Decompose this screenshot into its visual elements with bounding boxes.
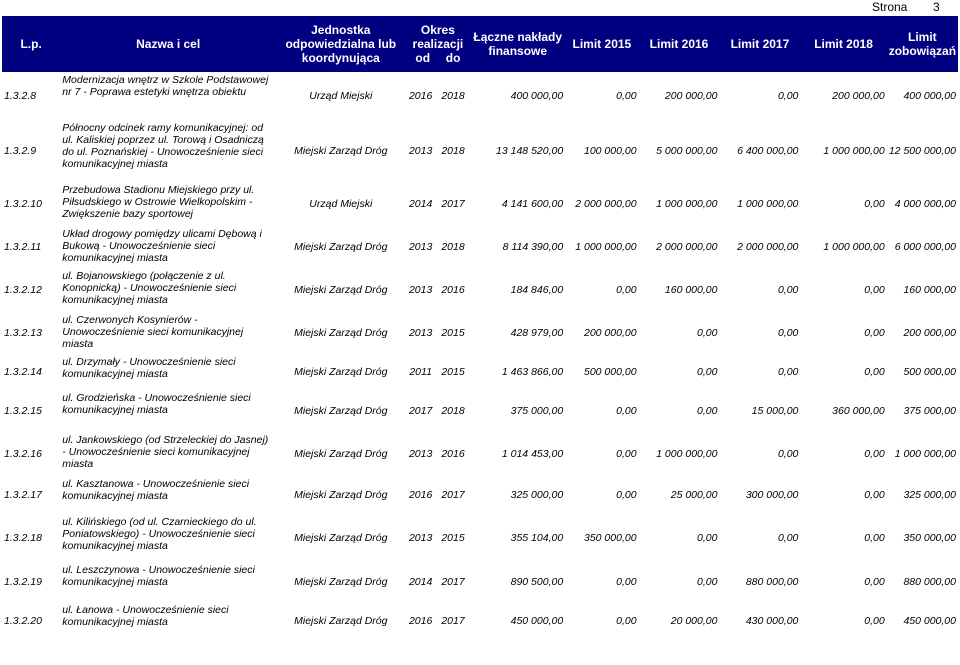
row-l2017: 0,00 [777,284,799,296]
col-unit: Jednostka odpowiedzialna lub koordynująca [276,16,405,72]
row-l2016: 1 000 000,00 [656,448,718,460]
row-from: 2014 [408,198,433,210]
row-total: 184 846,00 [510,284,564,296]
row-commit: 4 000 000,00 [894,198,956,210]
row-l2017: 0,00 [777,366,799,378]
col-period-from: od [415,51,431,65]
table-row [2,562,958,602]
row-l2018: 0,00 [864,615,885,627]
row-total: 4 141 600,00 [501,198,564,210]
row-to: 2015 [441,327,465,339]
row-l2015: 0,00 [616,284,637,296]
row-from: 2013 [408,532,433,544]
row-to: 2018 [441,241,465,253]
row-total: 1 014 453,00 [501,448,564,460]
row-from: 2016 [408,90,433,102]
row-l2017: 880 000,00 [745,576,799,588]
page-number: 3 [933,0,940,14]
investment-table [2,16,958,640]
row-name: ul. Grodzieńska - Unowocześnienie sieci komunikacyjnej miasta [62,392,251,416]
row-lp: 1.3.2.15 [4,405,42,417]
row-l2018: 0,00 [864,532,885,544]
row-l2015: 2 000 000,00 [575,198,637,210]
row-l2017: 0,00 [777,448,799,460]
page-header [0,0,960,14]
row-l2016: 25 000,00 [670,489,718,501]
row-name: ul. Łanowa - Unowocześnienie sieci komunikacyjnej miasta [62,604,229,628]
row-l2015: 100 000,00 [583,145,637,157]
row-l2017: 0,00 [777,327,799,339]
col-name: Nazwa i cel [60,16,276,72]
row-l2017: 1 000 000,00 [737,198,799,210]
row-lp: 1.3.2.8 [4,90,37,102]
row-name: Modernizacja wnętrz w Szkole Podstawowej nr 7 - Poprawa estetyki wnętrza obiektu [62,74,269,98]
row-from: 2014 [408,576,433,588]
row-from: 2013 [408,327,433,339]
row-from: 2013 [408,241,433,253]
row-total: 8 114 390,00 [502,241,564,253]
row-l2016: 0,00 [697,327,718,339]
table-row [2,602,958,640]
row-l2018: 1 000 000,00 [823,145,885,157]
row-unit: Miejski Zarząd Dróg [294,327,388,339]
row-to: 2018 [441,145,465,157]
row-l2016: 160 000,00 [664,284,718,296]
row-commit: 400 000,00 [903,90,956,102]
row-from: 2016 [408,489,433,501]
row-commit: 6 000 000,00 [894,241,956,253]
row-commit: 160 000,00 [903,284,956,296]
table-row [2,476,958,514]
row-name: Północny odcinek ramy komunikacyjnej: od ul. Kaliskiej poprzez ul. Torową i Osadniczą do ul. Poznańskiej - Unowocześnienie sieci komunikacyjnej miasta [62,122,264,170]
row-from: 2013 [408,448,433,460]
row-commit: 200 000,00 [903,327,956,339]
row-commit: 350 000,00 [903,532,956,544]
col-period [406,16,471,72]
row-lp: 1.3.2.11 [4,241,42,253]
col-l2017: Limit 2017 [719,16,800,72]
table-row [2,432,958,476]
row-unit: Miejski Zarząd Dróg [294,489,388,501]
col-commit: Limit zobowiązań [887,16,958,72]
row-unit: Urząd Miejski [309,90,373,102]
row-to: 2017 [441,615,465,627]
row-unit: Miejski Zarząd Dróg [294,366,388,378]
col-period-sub [408,51,469,65]
row-l2015: 200 000,00 [583,327,637,339]
table-row [2,312,958,354]
row-l2018: 1 000 000,00 [823,241,885,253]
row-unit: Miejski Zarząd Dróg [294,532,388,544]
row-commit: 880 000,00 [903,576,956,588]
table-row [2,514,958,562]
col-l2016: Limit 2016 [639,16,720,72]
row-from: 2013 [408,145,433,157]
col-l2015: Limit 2015 [565,16,638,72]
row-name: ul. Leszczynowa - Unowocześnienie sieci komunikacyjnej miasta [62,564,255,588]
row-l2016: 0,00 [697,532,718,544]
row-l2015: 500 000,00 [583,366,637,378]
row-from: 2016 [408,615,433,627]
row-l2018: 0,00 [864,284,885,296]
row-total: 890 500,00 [510,576,564,588]
row-commit: 325 000,00 [903,489,956,501]
row-name: Przebudowa Stadionu Miejskiego przy ul. Piłsudskiego w Ostrowie Wielkopolskim - Zwiększenie bazy sportowej [62,184,255,220]
row-l2016: 2 000 000,00 [656,241,718,253]
row-total: 450 000,00 [510,615,564,627]
row-lp: 1.3.2.12 [4,284,42,296]
table-row [2,72,958,120]
row-l2015: 0,00 [616,405,637,417]
row-l2015: 0,00 [616,489,637,501]
row-total: 428 979,00 [510,327,564,339]
row-to: 2018 [441,405,465,417]
col-l2018: Limit 2018 [800,16,886,72]
row-lp: 1.3.2.19 [4,576,42,588]
row-from: 2013 [408,284,433,296]
row-commit: 1 000 000,00 [894,448,956,460]
row-name: ul. Drzymały - Unowocześnienie sieci komunikacyjnej miasta [62,356,236,380]
row-total: 1 463 866,00 [501,366,564,378]
table-row [2,390,958,432]
row-name: ul. Jankowskiego (od Strzeleckiej do Jasnej) - Unowocześnienie sieci komunikacyjnej miasta [62,434,269,470]
row-to: 2016 [441,448,465,460]
row-total: 375 000,00 [510,405,564,417]
row-l2018: 0,00 [864,489,885,501]
col-total: Łączne nakłady finansowe [470,16,565,72]
row-l2015: 0,00 [616,90,637,102]
row-l2017: 0,00 [777,532,799,544]
row-from: 2017 [408,405,433,417]
row-l2015: 1 000 000,00 [575,241,637,253]
row-lp: 1.3.2.14 [4,366,42,378]
row-l2015: 0,00 [616,615,637,627]
row-l2016: 200 000,00 [664,90,718,102]
table-row [2,120,958,182]
row-unit: Urząd Miejski [309,198,373,210]
row-l2018: 0,00 [864,198,885,210]
row-l2016: 1 000 000,00 [656,198,718,210]
row-name: ul. Kasztanowa - Unowocześnienie sieci komunikacyjnej miasta [62,478,250,502]
row-l2016: 0,00 [697,405,718,417]
row-name: ul. Bojanowskiego (połączenie z ul. Konopnicką) - Unowocześnienie sieci komunikacyjnej miasta [62,270,237,306]
row-from: 2011 [409,366,432,378]
header-row [2,16,958,72]
row-l2017: 430 000,00 [745,615,799,627]
col-period-title: Okres realizacji [412,23,464,51]
row-l2017: 2 000 000,00 [737,241,799,253]
row-total: 13 148 520,00 [496,145,564,157]
row-unit: Miejski Zarząd Dróg [294,284,388,296]
col-lp: L.p. [2,16,60,72]
col-period-to: do [445,51,461,65]
row-l2015: 350 000,00 [583,532,637,544]
row-commit: 12 500 000,00 [888,145,956,157]
row-l2018: 0,00 [864,576,885,588]
row-to: 2017 [441,489,465,501]
row-name: ul. Czerwonych Kosynierów - Unowocześnienie sieci komunikacyjnej miasta [62,314,244,350]
table-row [2,268,958,312]
table-row [2,226,958,268]
row-total: 325 000,00 [510,489,564,501]
row-name: ul. Kilińskiego (od ul. Czarnieckiego do ul. Poniatowskiego) - Unowocześnienie sieci komunikacyjnej miasta [62,516,257,552]
page-label: Strona [872,0,908,14]
row-unit: Miejski Zarząd Dróg [294,405,388,417]
table-row [2,354,958,390]
row-total: 355 104,00 [510,532,564,544]
row-lp: 1.3.2.20 [4,615,42,627]
row-to: 2017 [441,198,465,210]
row-commit: 375 000,00 [903,405,956,417]
row-lp: 1.3.2.9 [4,145,37,157]
row-lp: 1.3.2.17 [4,489,42,501]
row-l2016: 0,00 [697,366,718,378]
row-l2018: 0,00 [864,327,885,339]
row-to: 2016 [441,284,465,296]
row-l2017: 15 000,00 [751,405,799,417]
row-l2017: 300 000,00 [745,489,799,501]
row-lp: 1.3.2.10 [4,198,42,210]
row-l2016: 0,00 [697,576,718,588]
row-total: 400 000,00 [510,90,564,102]
row-unit: Miejski Zarząd Dróg [294,145,388,157]
row-name: Układ drogowy pomiędzy ulicami Dębową i Bukową - Unowocześnienie sieci komunikacyjnej miasta [62,228,262,264]
row-l2018: 0,00 [864,448,885,460]
row-lp: 1.3.2.18 [4,532,42,544]
row-l2018: 200 000,00 [832,90,885,102]
row-unit: Miejski Zarząd Dróg [294,241,388,253]
row-l2016: 20 000,00 [670,615,718,627]
row-commit: 500 000,00 [903,366,956,378]
row-l2018: 360 000,00 [832,405,885,417]
row-l2018: 0,00 [864,366,885,378]
row-l2017: 6 400 000,00 [737,145,799,157]
row-unit: Miejski Zarząd Dróg [294,576,388,588]
row-l2015: 0,00 [616,576,637,588]
row-unit: Miejski Zarząd Dróg [294,448,388,460]
row-l2017: 0,00 [777,90,799,102]
row-to: 2018 [441,90,465,102]
table-row [2,182,958,226]
row-to: 2015 [441,532,465,544]
row-lp: 1.3.2.16 [4,448,42,460]
row-commit: 450 000,00 [903,615,956,627]
row-lp: 1.3.2.13 [4,327,42,339]
row-to: 2017 [441,576,465,588]
row-l2016: 5 000 000,00 [656,145,718,157]
row-l2015: 0,00 [616,448,637,460]
row-unit: Miejski Zarząd Dróg [294,615,388,627]
row-to: 2015 [441,366,465,378]
